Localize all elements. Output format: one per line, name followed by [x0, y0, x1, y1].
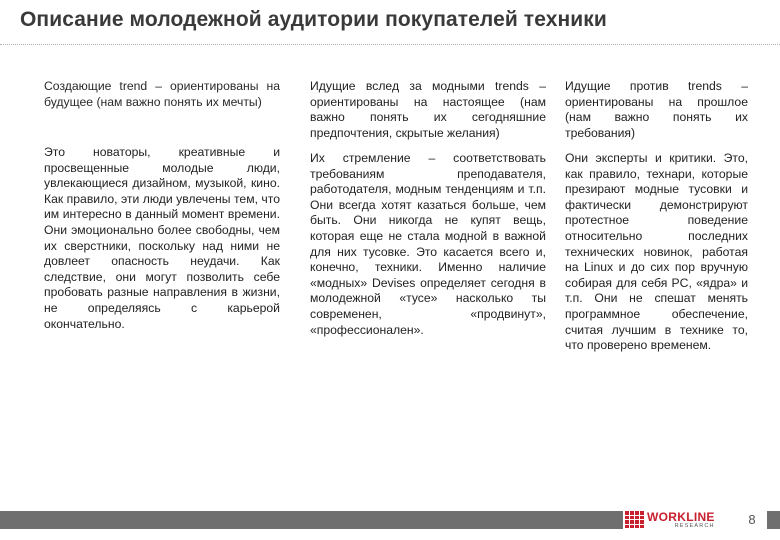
logo-subtitle: RESEARCH — [674, 522, 715, 529]
logo-name: WORKLINE — [647, 509, 715, 524]
column-heading: Идущие вслед за модными trends – ориентированы на настоящее (нам важно понять их сегодняшние предпочтения, скрытые желания) — [310, 79, 546, 140]
column-body: Это новаторы, креативные и просвещенные молодые люди, увлекающиеся дизайном, музыкой, кино. Как правило, эти люди увлечены тем, что им интересно в данный момент времени. Они эмоционально более свободны, чем их сверстники, поскольку над ними не довлеет опасность неудачи. Как следствие, они могут позволить себе пробовать разные направления в жизни, не определяясь с карьерой окончательно. — [44, 145, 280, 331]
workline-logo — [623, 510, 737, 530]
title-divider — [0, 44, 780, 45]
page-number: 8 — [737, 511, 767, 529]
slide-title: Описание молодежной аудитории покупателей техники — [20, 8, 607, 31]
column-heading: Идущие против trends – ориентированы на прошлое (нам важно понять их требования) — [565, 79, 748, 140]
logo-grid-icon — [625, 511, 645, 529]
column-heading: Создающие trend – ориентированы на будущее (нам важно понять их мечты) — [44, 79, 280, 109]
column-body: Их стремление – соответствовать требованиям преподавателя, работодателя, модным тенденциям и т.п. Они всегда хотят казаться больше, чем быть. Они никогда не купят вещь, которая еще не стала модной в важной для них тусовке. Это касается всего и, конечно, техники. Именно наличие «модных» Devises определяет сегодня в молодежной «тусе» насколько ты современен, «продвинут», «профессионален». — [310, 151, 546, 337]
column-body: Они эксперты и критики. Это, как правило, технари, которые презирают модные тусовки и фактически демонстрируют протестное поведение относительно последних технических новинок, работая на Linux и до сих пор вручную собирая для себя PC, «ядра» и т.п. Они не спешат менять программное обеспечение, считая лучшим в технике то, что проверено временем. — [565, 151, 748, 353]
